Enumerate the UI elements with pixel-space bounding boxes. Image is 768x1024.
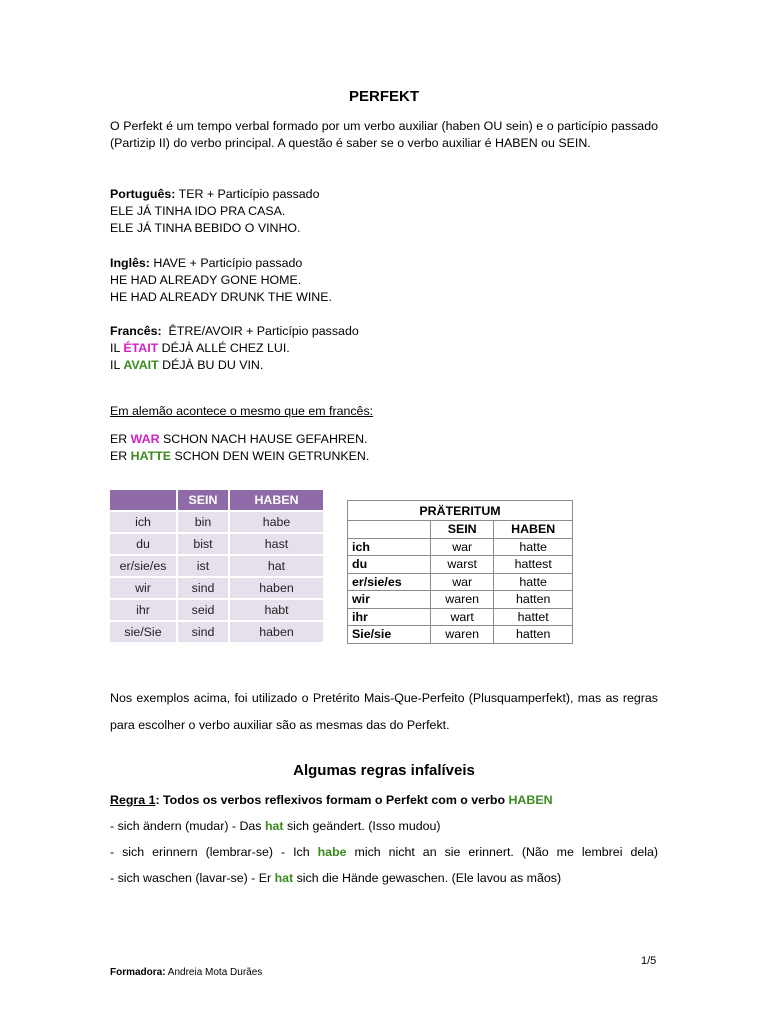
haben-cell: hat — [228, 556, 323, 576]
example-text: ER — [110, 449, 131, 463]
haben-cell: hatten — [494, 626, 573, 644]
table-row — [348, 556, 573, 574]
alemao-example-1 — [110, 432, 368, 446]
sein-cell: seid — [176, 600, 228, 620]
portugues-rule-text: TER + Particípio passado — [175, 187, 320, 201]
pronoun-cell: er/sie/es — [110, 556, 176, 576]
page-number: 1/5 — [641, 955, 657, 967]
example-text: - sich waschen (lavar-se) - Er — [110, 871, 275, 885]
ingles-example-2: HE HAD ALREADY DRUNK THE WINE. — [110, 290, 332, 304]
word: nicht — [388, 845, 415, 859]
portugues-rule — [110, 187, 319, 201]
rule-1-example-3 — [110, 871, 561, 885]
word: me — [556, 845, 574, 859]
word: dela) — [630, 845, 658, 859]
pronoun-cell: wir — [110, 578, 176, 598]
example-text: - sich ändern (mudar) - Das — [110, 819, 265, 833]
sein-cell: warst — [431, 556, 494, 574]
example-text: SCHON DEN WEIN GETRUNKEN. — [171, 449, 370, 463]
pronoun-cell: ich — [110, 512, 176, 532]
portugues-label: Português: — [110, 187, 176, 201]
table-row — [110, 534, 323, 554]
table-row — [110, 622, 323, 642]
highlighted-verb: AVAIT — [123, 358, 159, 372]
sein-cell: war — [431, 538, 494, 556]
pronoun-cell: sie/Sie — [110, 622, 176, 642]
highlighted-verb: hat — [274, 871, 294, 885]
haben-cell: hast — [228, 534, 323, 554]
word: lembrei — [581, 845, 623, 859]
example-text: DÉJÀ ALLÉ CHEZ LUI. — [158, 341, 290, 355]
highlighted-verb: hat — [264, 819, 284, 833]
table-row — [110, 600, 323, 620]
word: erinnert. — [468, 845, 514, 859]
example-text: sich die Hände gewaschen. (Ele lavou as mãos) — [293, 871, 562, 885]
haben-cell: hattest — [494, 556, 573, 574]
word: Ich — [293, 845, 310, 859]
intro-paragraph: O Perfekt é um tempo verbal formado por um verbo auxiliar (haben OU sein) e o particípio passado (Partizip II) do verbo principal. A questão é saber se o verbo auxiliar é HABEN ou SEIN. — [110, 119, 658, 151]
table-header-cell: SEIN — [431, 521, 494, 539]
table-header-row — [348, 521, 573, 539]
rule-1-statement — [110, 793, 553, 807]
sein-cell: war — [431, 573, 494, 591]
rules-heading: Algumas regras infalíveis — [293, 762, 475, 779]
alemao-heading: Em alemão acontece o mesmo que em francês: — [110, 404, 374, 418]
haben-cell: haben — [228, 578, 323, 598]
word: sich — [122, 845, 145, 859]
haben-cell: hatten — [494, 591, 573, 609]
example-text: DÉJÀ BU DU VIN. — [158, 358, 264, 372]
highlighted-verb: WAR — [130, 432, 160, 446]
frances-rule — [110, 324, 359, 338]
sein-cell: bin — [176, 512, 228, 532]
pronoun-cell: wir — [348, 591, 431, 609]
sein-cell: waren — [431, 591, 494, 609]
sein-cell: waren — [431, 626, 494, 644]
example-text: sich geändert. (Isso mudou) — [283, 819, 441, 833]
word: mich — [354, 845, 381, 859]
frances-example-1 — [110, 341, 290, 355]
sein-cell: ist — [176, 556, 228, 576]
frances-label: Francês: — [110, 324, 162, 338]
ingles-rule-text: HAVE + Particípio passado — [149, 256, 303, 270]
haben-cell: haben — [228, 622, 323, 642]
word: an — [422, 845, 437, 859]
table-header-cell — [348, 521, 431, 539]
prateritum-table — [347, 500, 573, 644]
plusquamperfekt-note: Nos exemplos acima, foi utilizado o Pretérito Mais-Que-Perfeito (Plusquamperfekt), mas as regras para escolher o verbo auxiliar são as mesmas das do Perfekt. — [110, 691, 658, 732]
table-row — [348, 573, 573, 591]
haben-cell: hattet — [494, 608, 573, 626]
table-row — [110, 556, 323, 576]
rule-1-label: Regra 1 — [110, 793, 156, 807]
word: - — [110, 845, 115, 859]
pronoun-cell: Sie/sie — [348, 626, 431, 644]
table-row — [348, 591, 573, 609]
highlighted-verb: HATTE — [130, 449, 172, 463]
pronoun-cell: du — [110, 534, 176, 554]
word: erinnern — [152, 845, 198, 859]
prateritum-caption: PRÄTERITUM — [348, 501, 573, 521]
table-row — [110, 512, 323, 532]
pronoun-cell: du — [348, 556, 431, 574]
frances-example-2 — [110, 358, 263, 372]
word: (Não — [521, 845, 549, 859]
table-header-cell — [110, 490, 176, 510]
highlighted-verb: habe — [317, 845, 347, 859]
example-text: IL — [110, 341, 124, 355]
pronoun-cell: ihr — [348, 608, 431, 626]
pronoun-cell: ich — [348, 538, 431, 556]
word: sie — [444, 845, 461, 859]
word: (lembrar-se) — [205, 845, 274, 859]
haben-cell: hatte — [494, 538, 573, 556]
sein-cell: sind — [176, 622, 228, 642]
haben-cell: habt — [228, 600, 323, 620]
table-header-row — [110, 490, 323, 510]
sein-cell: sind — [176, 578, 228, 598]
footer-name: Andreia Mota Durães — [165, 967, 263, 978]
highlighted-verb: ÉTAIT — [123, 341, 159, 355]
highlighted-verb: HABEN — [508, 793, 553, 807]
present-conjugation-table — [110, 488, 323, 644]
table-row — [110, 578, 323, 598]
alemao-example-2 — [110, 449, 369, 463]
ingles-label: Inglês: — [110, 256, 150, 270]
haben-cell: hatte — [494, 573, 573, 591]
word: - — [281, 845, 286, 859]
frances-rule-text: ÊTRE/AVOIR + Particípio passado — [161, 324, 359, 338]
example-text: IL — [110, 358, 124, 372]
table-header-cell: HABEN — [228, 490, 323, 510]
table-header-cell: SEIN — [176, 490, 228, 510]
portugues-example-2: ELE JÁ TINHA BEBIDO O VINHO. — [110, 221, 301, 235]
footer-author — [110, 967, 262, 978]
page-title: PERFEKT — [348, 88, 419, 105]
table-caption-row — [348, 501, 573, 521]
table-header-cell: HABEN — [494, 521, 573, 539]
rule-1-example-2 — [110, 845, 658, 859]
table-row — [348, 538, 573, 556]
rule-1-text: : Todos os verbos reflexivos formam o Perfekt com o verbo — [155, 793, 509, 807]
table-row — [348, 626, 573, 644]
footer-label: Formadora: — [110, 967, 166, 978]
haben-cell: habe — [228, 512, 323, 532]
ingles-rule — [110, 256, 302, 270]
sein-cell: bist — [176, 534, 228, 554]
pronoun-cell: ihr — [110, 600, 176, 620]
ingles-example-1: HE HAD ALREADY GONE HOME. — [110, 273, 302, 287]
pronoun-cell: er/sie/es — [348, 573, 431, 591]
sein-cell: wart — [431, 608, 494, 626]
example-text: SCHON NACH HAUSE GEFAHREN. — [159, 432, 368, 446]
example-text: ER — [110, 432, 131, 446]
table-row — [348, 608, 573, 626]
portugues-example-1: ELE JÁ TINHA IDO PRA CASA. — [110, 204, 286, 218]
rule-1-example-1 — [110, 819, 441, 833]
